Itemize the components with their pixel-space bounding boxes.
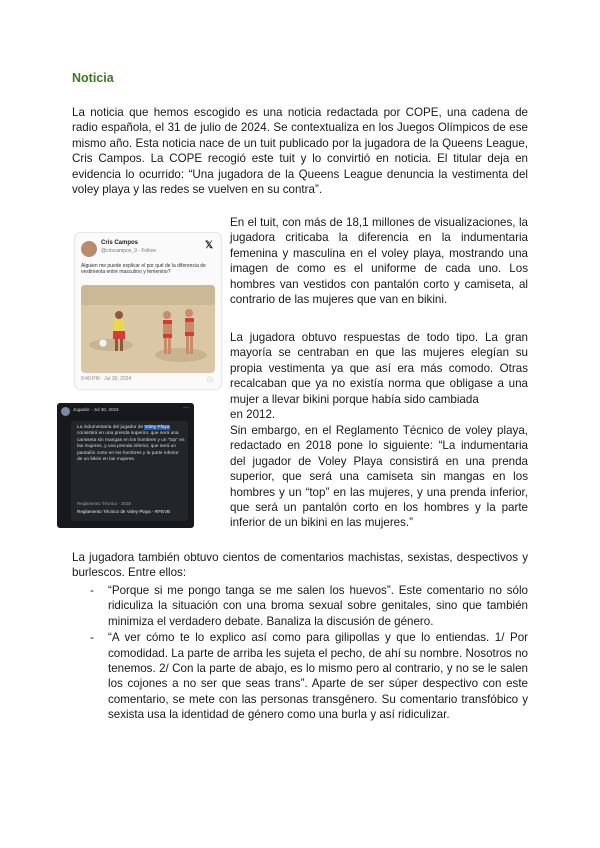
more-options-icon: ··· [183,405,189,411]
tweet-timestamp: 9:40 PM · Jul 30, 2024 [81,376,132,382]
avatar [61,407,70,416]
tweet-text: Alguien me puede explicar el por qué de la diferencia de vestimenta entre masculino y femenino? [81,263,206,276]
quote-text [77,425,185,463]
tweet-screenshot [74,232,222,390]
paragraph-responses: La jugadora obtuvo respuestas de todo tipo. La gran mayoría se centraban en que las mujeres elegían su propia vestimenta ya que así era más comodo. Otras recalcaban que ya no existía norma que obligase a una mujer a llevar bikini porque había sido cambiada [230,331,528,406]
list-item [90,630,528,722]
list-item [90,583,528,629]
quote-text-start: La indumentaria del jugador de [77,425,145,430]
x-logo-icon: 𝕏 [204,240,213,251]
volleyball-photo-drawing [81,285,215,373]
list-item-text: “A ver cómo te lo explico así como para gilipollas y que lo entiendas. 1/ Por comodidad. La parte de arriba les sujeta el pecho, de ahí su nombre. Nosotros no tenemos. 2/ Con la parte de abajo, es lo mismo pero al contrario, y no se le salen los cojones a no ser que seas trans”. Aparte de ser súper despectivo con este comentario, se mete con las personas transgénero. Su comentario transfóbico y sexista usa la identidad de género como una burla y así ridiculizar. [108,631,528,722]
quote-source: Reglamento Técnico · 2018 [77,501,131,506]
paragraph-intro: La noticia que hemos escogido es una noticia redactada por COPE, una cadena de radio española, el 31 de julio de 2024. Se contextualiza en los Juegos Olímpicos de ese mismo año. Esta noticia nace de un tuit publicado por la jugadora de la Queens League, Cris Campos. La COPE recogió este tuit y lo convirtió en noticia. El titular deja en evidencia lo ocurrido: “Una jugadora de la Queens League denuncia la vestimenta del voley playa y las redes se vuelven en su contra”. [72,106,528,197]
avatar [81,241,97,257]
tweet-header: Jugador · Jul 30, 2024 [73,407,119,412]
tweet-author-name: Cris Campos [101,240,139,246]
list-item-text: “Porque si me pongo tanga se me salen los huevos”. Este comentario no sólo ridiculiza la situación con una broma sexual sobre genitales, sino que también minimiza el verdadero debate. Banaliza la discusión de género. [108,584,528,628]
info-icon: ⓘ [206,378,213,384]
comments-list [90,583,528,724]
paragraph-responses-end: en 2012. [230,408,276,421]
paragraph-tweet: En el tuit, con más de 18,1 millones de visualizaciones, la jugadora criticaba la diferencia en la indumentaria femenina y masculina en el voley playa, mostrando una imagen de como es el uniforme de cada uno. Los hombres van vestidos con pantalón corto y camiseta, al contrario de las mujeres que van en bikini. [230,216,528,307]
paragraph-regulation: Sin embargo, en el Reglamento Técnico de voley playa, redactado en 2018 pone lo siguiente: “La indumentaria del jugador de Voley Playa consistirá en una prenda superior, que será una camiseta sin mangas en los hombres y un “top” en las mujeres, y una prenda inferior, que será un pantalón corto en los hombres y la parte inferior de un bikini en las mujeres.” [230,424,528,530]
quote-link-title: Reglamento Técnico de Voley Playa - RFEVB [77,509,171,514]
tweet-author-handle: @criscampos_9 · Follow [101,248,156,254]
bullet-marker: - [90,631,94,645]
paragraph-comments-intro: La jugadora también obtuvo cientos de comentarios machistas, sexistas, despectivos y burlescos. Entre ellos: [72,551,528,580]
volleyball-photo [81,285,215,373]
section-heading: Noticia [72,71,114,85]
quote-text-end: consistirá en una prenda superior, que será una camiseta sin mangas en los hombres y un “top” en las mujeres, y una prenda inferior, que será un pantalón corto en los hombres y la parte inferior de un bikini en las mujeres. [77,431,185,463]
quote-highlight: Voley Playa [144,425,170,430]
bullet-marker: - [90,584,94,597]
tweet-reply-screenshot [57,403,194,528]
